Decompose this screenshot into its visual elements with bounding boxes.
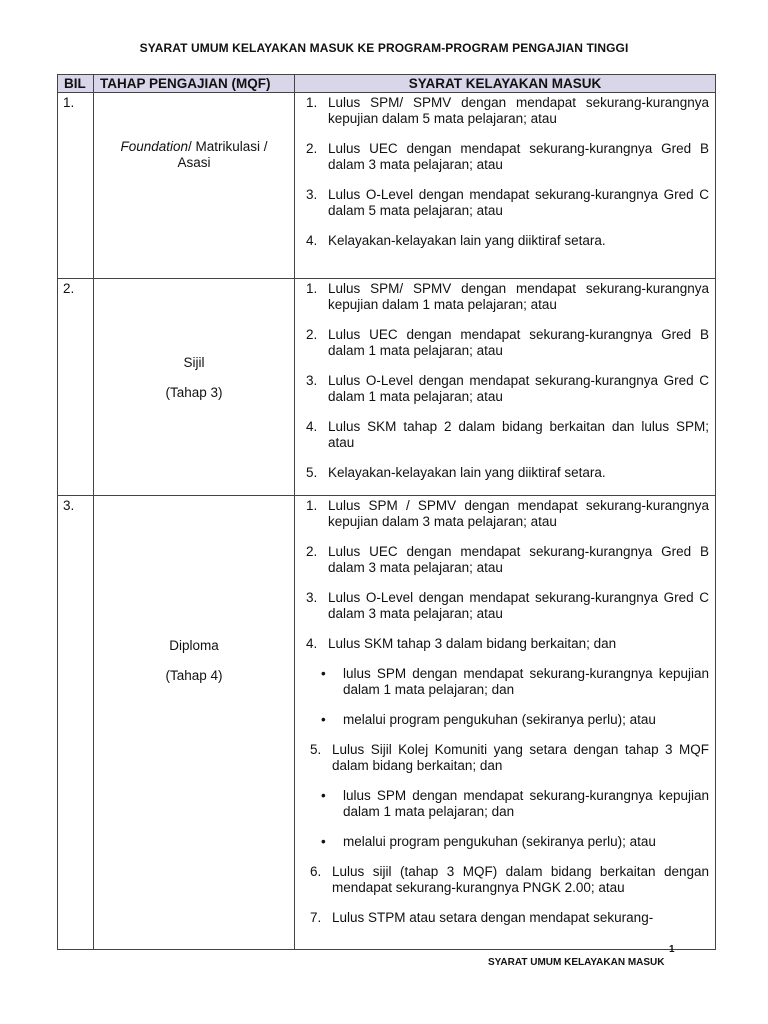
table-row — [58, 496, 716, 950]
item-text: lulus SPM dengan mendapat sekurang-kurangnya kepujian dalam 1 mata pelajaran; dan — [343, 666, 709, 697]
bullet-icon: • — [321, 712, 326, 727]
item-number: 2. — [306, 141, 318, 156]
item-number: 5. — [310, 742, 322, 757]
item-text: Lulus SKM tahap 2 dalam bidang berkaitan dan lulus SPM; atau — [328, 419, 709, 450]
item-number: 1. — [306, 281, 318, 296]
item-number: 3. — [306, 590, 318, 605]
list-item — [303, 465, 709, 481]
row-syarat — [295, 93, 716, 279]
item-number: 1. — [306, 498, 318, 513]
list-item — [303, 187, 709, 219]
item-number: 6. — [310, 864, 322, 879]
list-item — [303, 141, 709, 173]
row-tahap — [94, 496, 295, 950]
row-bil: 3. — [58, 496, 94, 950]
item-number: 5. — [306, 465, 318, 480]
table-row — [58, 93, 716, 279]
item-text: Lulus O-Level dengan mendapat sekurang-kurangnya Gred C dalam 5 mata pelajaran; atau — [328, 187, 709, 218]
list-item — [303, 233, 709, 249]
header-bil: BIL — [58, 75, 94, 93]
requirements-table — [57, 74, 716, 950]
table-row — [58, 279, 716, 496]
item-text: Lulus Sijil Kolej Komuniti yang setara dengan tahap 3 MQF dalam bidang berkaitan; dan — [332, 742, 709, 773]
row-syarat — [295, 279, 716, 496]
item-number: 1. — [306, 95, 318, 110]
tahap-foundation: Foundation — [120, 139, 189, 154]
bullet-item — [303, 834, 709, 850]
item-text: Lulus SPM/ SPMV dengan mendapat sekurang-kurangnya kepujian dalam 1 mata pelajaran; atau — [328, 281, 709, 312]
list-item — [303, 498, 709, 530]
tahap-rest: / Matrikulasi / — [188, 139, 268, 154]
item-number: 2. — [306, 544, 318, 559]
item-text: melalui program pengukuhan (sekiranya perlu); atau — [343, 834, 656, 849]
list-item — [303, 742, 709, 774]
tahap-name: Diploma — [169, 638, 219, 653]
item-number: 3. — [306, 373, 318, 388]
list-item — [303, 419, 709, 451]
list-item — [303, 544, 709, 576]
list-item — [303, 95, 709, 127]
item-text: Kelayakan-kelayakan lain yang diiktiraf setara. — [328, 233, 606, 248]
header-tahap: TAHAP PENGAJIAN (MQF) — [94, 75, 295, 93]
item-text: Lulus UEC dengan mendapat sekurang-kurangnya Gred B dalam 1 mata pelajaran; atau — [328, 327, 709, 358]
row-tahap — [94, 279, 295, 496]
list-item — [303, 864, 709, 896]
item-text: Lulus SPM/ SPMV dengan mendapat sekurang-kurangnya kepujian dalam 5 mata pelajaran; atau — [328, 95, 709, 126]
tahap-level: (Tahap 4) — [165, 668, 223, 683]
list-item — [303, 281, 709, 313]
bullet-item — [303, 666, 709, 698]
list-item — [303, 636, 709, 652]
item-text: Lulus STPM atau setara dengan mendapat sekurang- — [332, 910, 654, 925]
item-text: Lulus UEC dengan mendapat sekurang-kurangnya Gred B dalam 3 mata pelajaran; atau — [328, 544, 709, 575]
page-number: 1 — [669, 944, 675, 955]
item-number: 4. — [306, 419, 318, 434]
row-tahap — [94, 93, 295, 279]
tahap-line2: Asasi — [177, 155, 211, 170]
item-text: Lulus O-Level dengan mendapat sekurang-kurangnya Gred C dalam 3 mata pelajaran; atau — [328, 590, 709, 621]
bullet-icon: • — [321, 666, 326, 681]
bullet-icon: • — [321, 834, 326, 849]
row-syarat — [295, 496, 716, 950]
item-number: 7. — [310, 910, 322, 925]
item-text: Lulus sijil (tahap 3 MQF) dalam bidang berkaitan dengan mendapat sekurang-kurangnya PNGK 2.00; atau — [332, 864, 709, 895]
row-bil: 1. — [58, 93, 94, 279]
item-text: melalui program pengukuhan (sekiranya perlu); atau — [343, 712, 656, 727]
header-syarat: SYARAT KELAYAKAN MASUK — [295, 75, 716, 93]
list-item — [303, 910, 709, 926]
item-text: lulus SPM dengan mendapat sekurang-kurangnya kepujian dalam 1 mata pelajaran; dan — [343, 788, 709, 819]
item-text: Lulus SKM tahap 3 dalam bidang berkaitan; dan — [328, 636, 617, 651]
tahap-level: (Tahap 3) — [165, 385, 223, 400]
item-number: 4. — [306, 636, 318, 651]
item-number: 2. — [306, 327, 318, 342]
document-title: SYARAT UMUM KELAYAKAN MASUK KE PROGRAM-PROGRAM PENGAJIAN TINGGI — [139, 41, 629, 55]
item-text: Lulus SPM / SPMV dengan mendapat sekurang-kurangnya kepujian dalam 3 mata pelajaran; atau — [328, 498, 709, 529]
item-number: 4. — [306, 233, 318, 248]
tahap-name: Sijil — [183, 355, 205, 370]
bullet-icon: • — [321, 788, 326, 803]
list-item — [303, 327, 709, 359]
item-number: 3. — [306, 187, 318, 202]
list-item — [303, 373, 709, 405]
footer-label: SYARAT UMUM KELAYAKAN MASUK — [488, 957, 665, 968]
bullet-item — [303, 788, 709, 820]
item-text: Kelayakan-kelayakan lain yang diiktiraf setara. — [328, 465, 606, 480]
item-text: Lulus UEC dengan mendapat sekurang-kurangnya Gred B dalam 3 mata pelajaran; atau — [328, 141, 709, 172]
table-header-row — [58, 75, 716, 93]
row-bil: 2. — [58, 279, 94, 496]
item-text: Lulus O-Level dengan mendapat sekurang-kurangnya Gred C dalam 1 mata pelajaran; atau — [328, 373, 709, 404]
list-item — [303, 590, 709, 622]
bullet-item — [303, 712, 709, 728]
